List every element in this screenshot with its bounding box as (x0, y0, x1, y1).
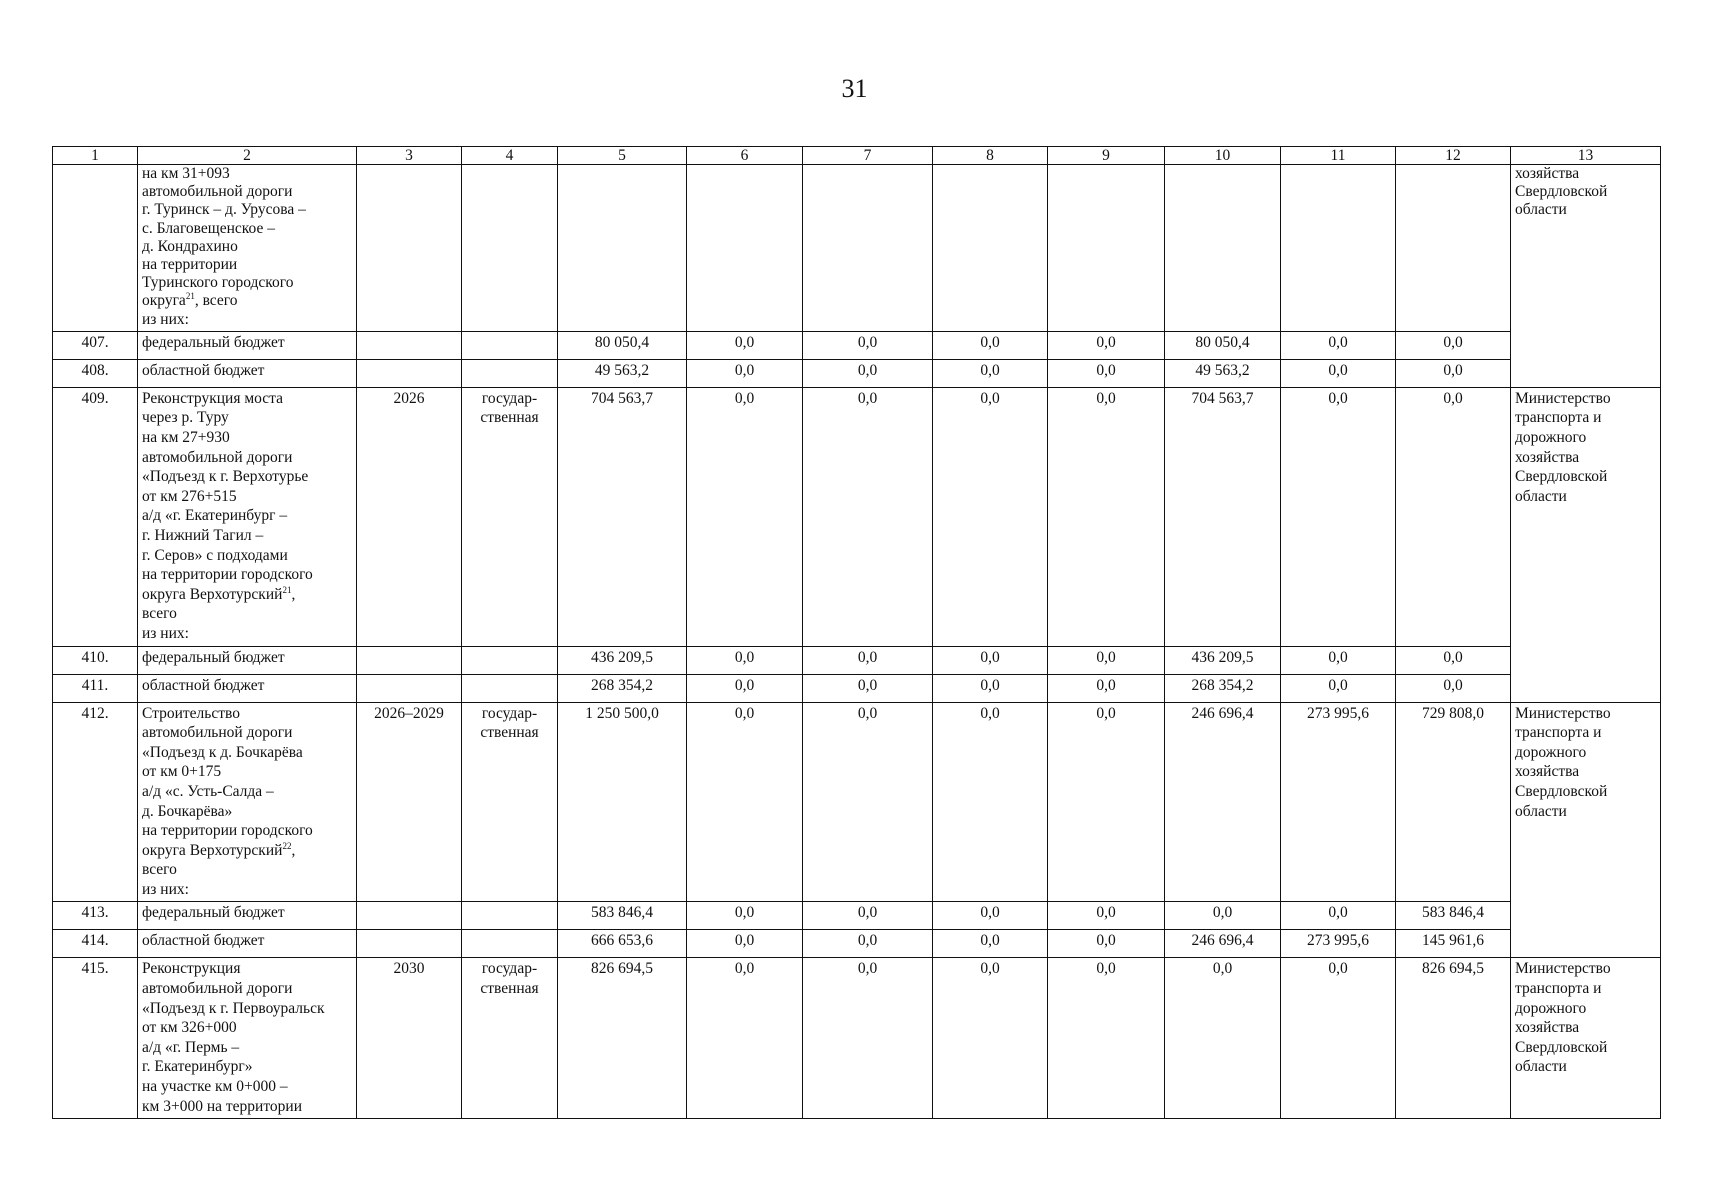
table-row (53, 902, 1661, 930)
col-header: 6 (687, 147, 803, 165)
amount-col7: 0,0 (803, 902, 933, 930)
amount-total: 583 846,4 (558, 902, 687, 930)
amount-col6: 0,0 (687, 331, 803, 359)
responsible-org: Министерство транспорта и дорожного хозяйства Свердловской области (1511, 387, 1661, 702)
amount-col11: 0,0 (1281, 646, 1396, 674)
year: 2026–2029 (357, 702, 462, 902)
amount-col11: 0,0 (1281, 331, 1396, 359)
footnote-ref: 22 (282, 840, 292, 851)
col-header: 2 (138, 147, 357, 165)
amount-col10: 268 354,2 (1165, 674, 1281, 702)
amount-col8: 0,0 (933, 331, 1048, 359)
amount-total: 1 250 500,0 (558, 702, 687, 902)
amount-col9: 0,0 (1048, 930, 1165, 958)
year: 2030 (357, 958, 462, 1119)
row-number: 409. (53, 387, 138, 646)
amount-col12: 583 846,4 (1396, 902, 1511, 930)
col-header: 11 (1281, 147, 1396, 165)
amount-col6: 0,0 (687, 387, 803, 646)
amount-col7: 0,0 (803, 359, 933, 387)
item-name: Строительство автомобильной дороги «Подъезд к д. Бочкарёва от км 0+175 а/д «с. Усть-Салда – д. Бочкарёва» на территории городского округа Верхотурский$^{22}$, всего из них: (138, 702, 357, 902)
amount-col10: 80 050,4 (1165, 331, 1281, 359)
col-header: 12 (1396, 147, 1511, 165)
table-row (53, 387, 1661, 646)
amount-col7: 0,0 (803, 674, 933, 702)
row-number: 415. (53, 958, 138, 1119)
item-name: федеральный бюджет (138, 331, 357, 359)
col-header: 5 (558, 147, 687, 165)
table-row (53, 165, 1661, 332)
item-name: областной бюджет (138, 930, 357, 958)
amount-col6: 0,0 (687, 958, 803, 1119)
col-header: 4 (462, 147, 558, 165)
col-header: 3 (357, 147, 462, 165)
table-row (53, 674, 1661, 702)
responsible-org: Министерство транспорта и дорожного хозяйства Свердловской области (1511, 958, 1661, 1119)
amount-col9: 0,0 (1048, 387, 1165, 646)
item-name: федеральный бюджет (138, 902, 357, 930)
col-header: 7 (803, 147, 933, 165)
amount-col12: 0,0 (1396, 646, 1511, 674)
amount-col11: 273 995,6 (1281, 930, 1396, 958)
amount-col6: 0,0 (687, 674, 803, 702)
table-row (53, 958, 1661, 1119)
amount-col6: 0,0 (687, 702, 803, 902)
amount-col9: 0,0 (1048, 958, 1165, 1119)
amount-col11: 0,0 (1281, 387, 1396, 646)
ownership: государ- ственная (462, 387, 558, 646)
amount-total: 436 209,5 (558, 646, 687, 674)
amount-col8: 0,0 (933, 930, 1048, 958)
amount-col10: 0,0 (1165, 902, 1281, 930)
amount-total: 268 354,2 (558, 674, 687, 702)
amount-col9: 0,0 (1048, 646, 1165, 674)
page-number: 31 (841, 74, 868, 103)
item-name: Реконструкция автомобильной дороги «Подъезд к г. Первоуральск от км 326+000 а/д «г. Пермь – г. Екатеринбург» на участке км 0+000 – км 3+000 на территории (138, 958, 357, 1119)
amount-col11: 0,0 (1281, 359, 1396, 387)
ownership: государ- ственная (462, 702, 558, 902)
amount-col8: 0,0 (933, 646, 1048, 674)
amount-total: 826 694,5 (558, 958, 687, 1119)
col-header: 8 (933, 147, 1048, 165)
amount-col7: 0,0 (803, 646, 933, 674)
amount-col8: 0,0 (933, 674, 1048, 702)
responsible-org: хозяйства Свердловской области (1511, 165, 1661, 388)
amount-col9: 0,0 (1048, 702, 1165, 902)
amount-col10: 704 563,7 (1165, 387, 1281, 646)
amount-col12: 145 961,6 (1396, 930, 1511, 958)
amount-col6: 0,0 (687, 359, 803, 387)
amount-col11: 0,0 (1281, 902, 1396, 930)
amount-col6: 0,0 (687, 902, 803, 930)
table-row (53, 331, 1661, 359)
amount-col8: 0,0 (933, 702, 1048, 902)
amount-col10: 246 696,4 (1165, 702, 1281, 902)
amount-total: 704 563,7 (558, 387, 687, 646)
year: 2026 (357, 387, 462, 646)
item-name: федеральный бюджет (138, 646, 357, 674)
amount-col7: 0,0 (803, 958, 933, 1119)
amount-total: 80 050,4 (558, 331, 687, 359)
row-number: 407. (53, 331, 138, 359)
row-number: 410. (53, 646, 138, 674)
budget-table (52, 146, 1661, 1119)
amount-col10: 0,0 (1165, 958, 1281, 1119)
amount-col8: 0,0 (933, 958, 1048, 1119)
amount-col9: 0,0 (1048, 359, 1165, 387)
col-header: 13 (1511, 147, 1661, 165)
amount-col7: 0,0 (803, 387, 933, 646)
amount-col12: 0,0 (1396, 387, 1511, 646)
amount-col11: 0,0 (1281, 958, 1396, 1119)
col-header: 9 (1048, 147, 1165, 165)
item-name: на км 31+093 автомобильной дороги г. Туринск – д. Урусова – с. Благовещенское – д. Кондрахино на территории Туринского городского округа$^{21}$, всего из них: (138, 165, 357, 332)
amount-col6: 0,0 (687, 930, 803, 958)
amount-col6: 0,0 (687, 646, 803, 674)
row-number: 413. (53, 902, 138, 930)
col-header: 10 (1165, 147, 1281, 165)
amount-col10: 436 209,5 (1165, 646, 1281, 674)
amount-col9: 0,0 (1048, 331, 1165, 359)
footnote-ref: 21 (185, 291, 195, 302)
item-name: областной бюджет (138, 674, 357, 702)
amount-total: 49 563,2 (558, 359, 687, 387)
amount-col8: 0,0 (933, 387, 1048, 646)
amount-col8: 0,0 (933, 902, 1048, 930)
responsible-org: Министерство транспорта и дорожного хозяйства Свердловской области (1511, 702, 1661, 958)
amount-col11: 0,0 (1281, 674, 1396, 702)
ownership: государ- ственная (462, 958, 558, 1119)
table-row (53, 930, 1661, 958)
footnote-ref: 21 (282, 584, 292, 595)
table-row (53, 646, 1661, 674)
amount-col12: 0,0 (1396, 331, 1511, 359)
row-number: 411. (53, 674, 138, 702)
column-number-row (53, 147, 1661, 165)
amount-col12: 826 694,5 (1396, 958, 1511, 1119)
amount-col9: 0,0 (1048, 902, 1165, 930)
table-row (53, 702, 1661, 902)
amount-col10: 49 563,2 (1165, 359, 1281, 387)
amount-col7: 0,0 (803, 331, 933, 359)
amount-col10: 246 696,4 (1165, 930, 1281, 958)
item-name: Реконструкция моста через р. Туру на км 27+930 автомобильной дороги «Подъезд к г. Верхотурье от км 276+515 а/д «г. Екатеринбург – г. Нижний Тагил – г. Серов» с подходами на территории городского округа Верхотурский$^{21}$, всего из них: (138, 387, 357, 646)
amount-col12: 729 808,0 (1396, 702, 1511, 902)
amount-col9: 0,0 (1048, 674, 1165, 702)
amount-col7: 0,0 (803, 930, 933, 958)
amount-total: 666 653,6 (558, 930, 687, 958)
amount-col7: 0,0 (803, 702, 933, 902)
row-number: 408. (53, 359, 138, 387)
item-name: областной бюджет (138, 359, 357, 387)
amount-col12: 0,0 (1396, 674, 1511, 702)
col-header: 1 (53, 147, 138, 165)
row-number: 414. (53, 930, 138, 958)
amount-col8: 0,0 (933, 359, 1048, 387)
row-number: 412. (53, 702, 138, 902)
table-row (53, 359, 1661, 387)
amount-col11: 273 995,6 (1281, 702, 1396, 902)
amount-col12: 0,0 (1396, 359, 1511, 387)
